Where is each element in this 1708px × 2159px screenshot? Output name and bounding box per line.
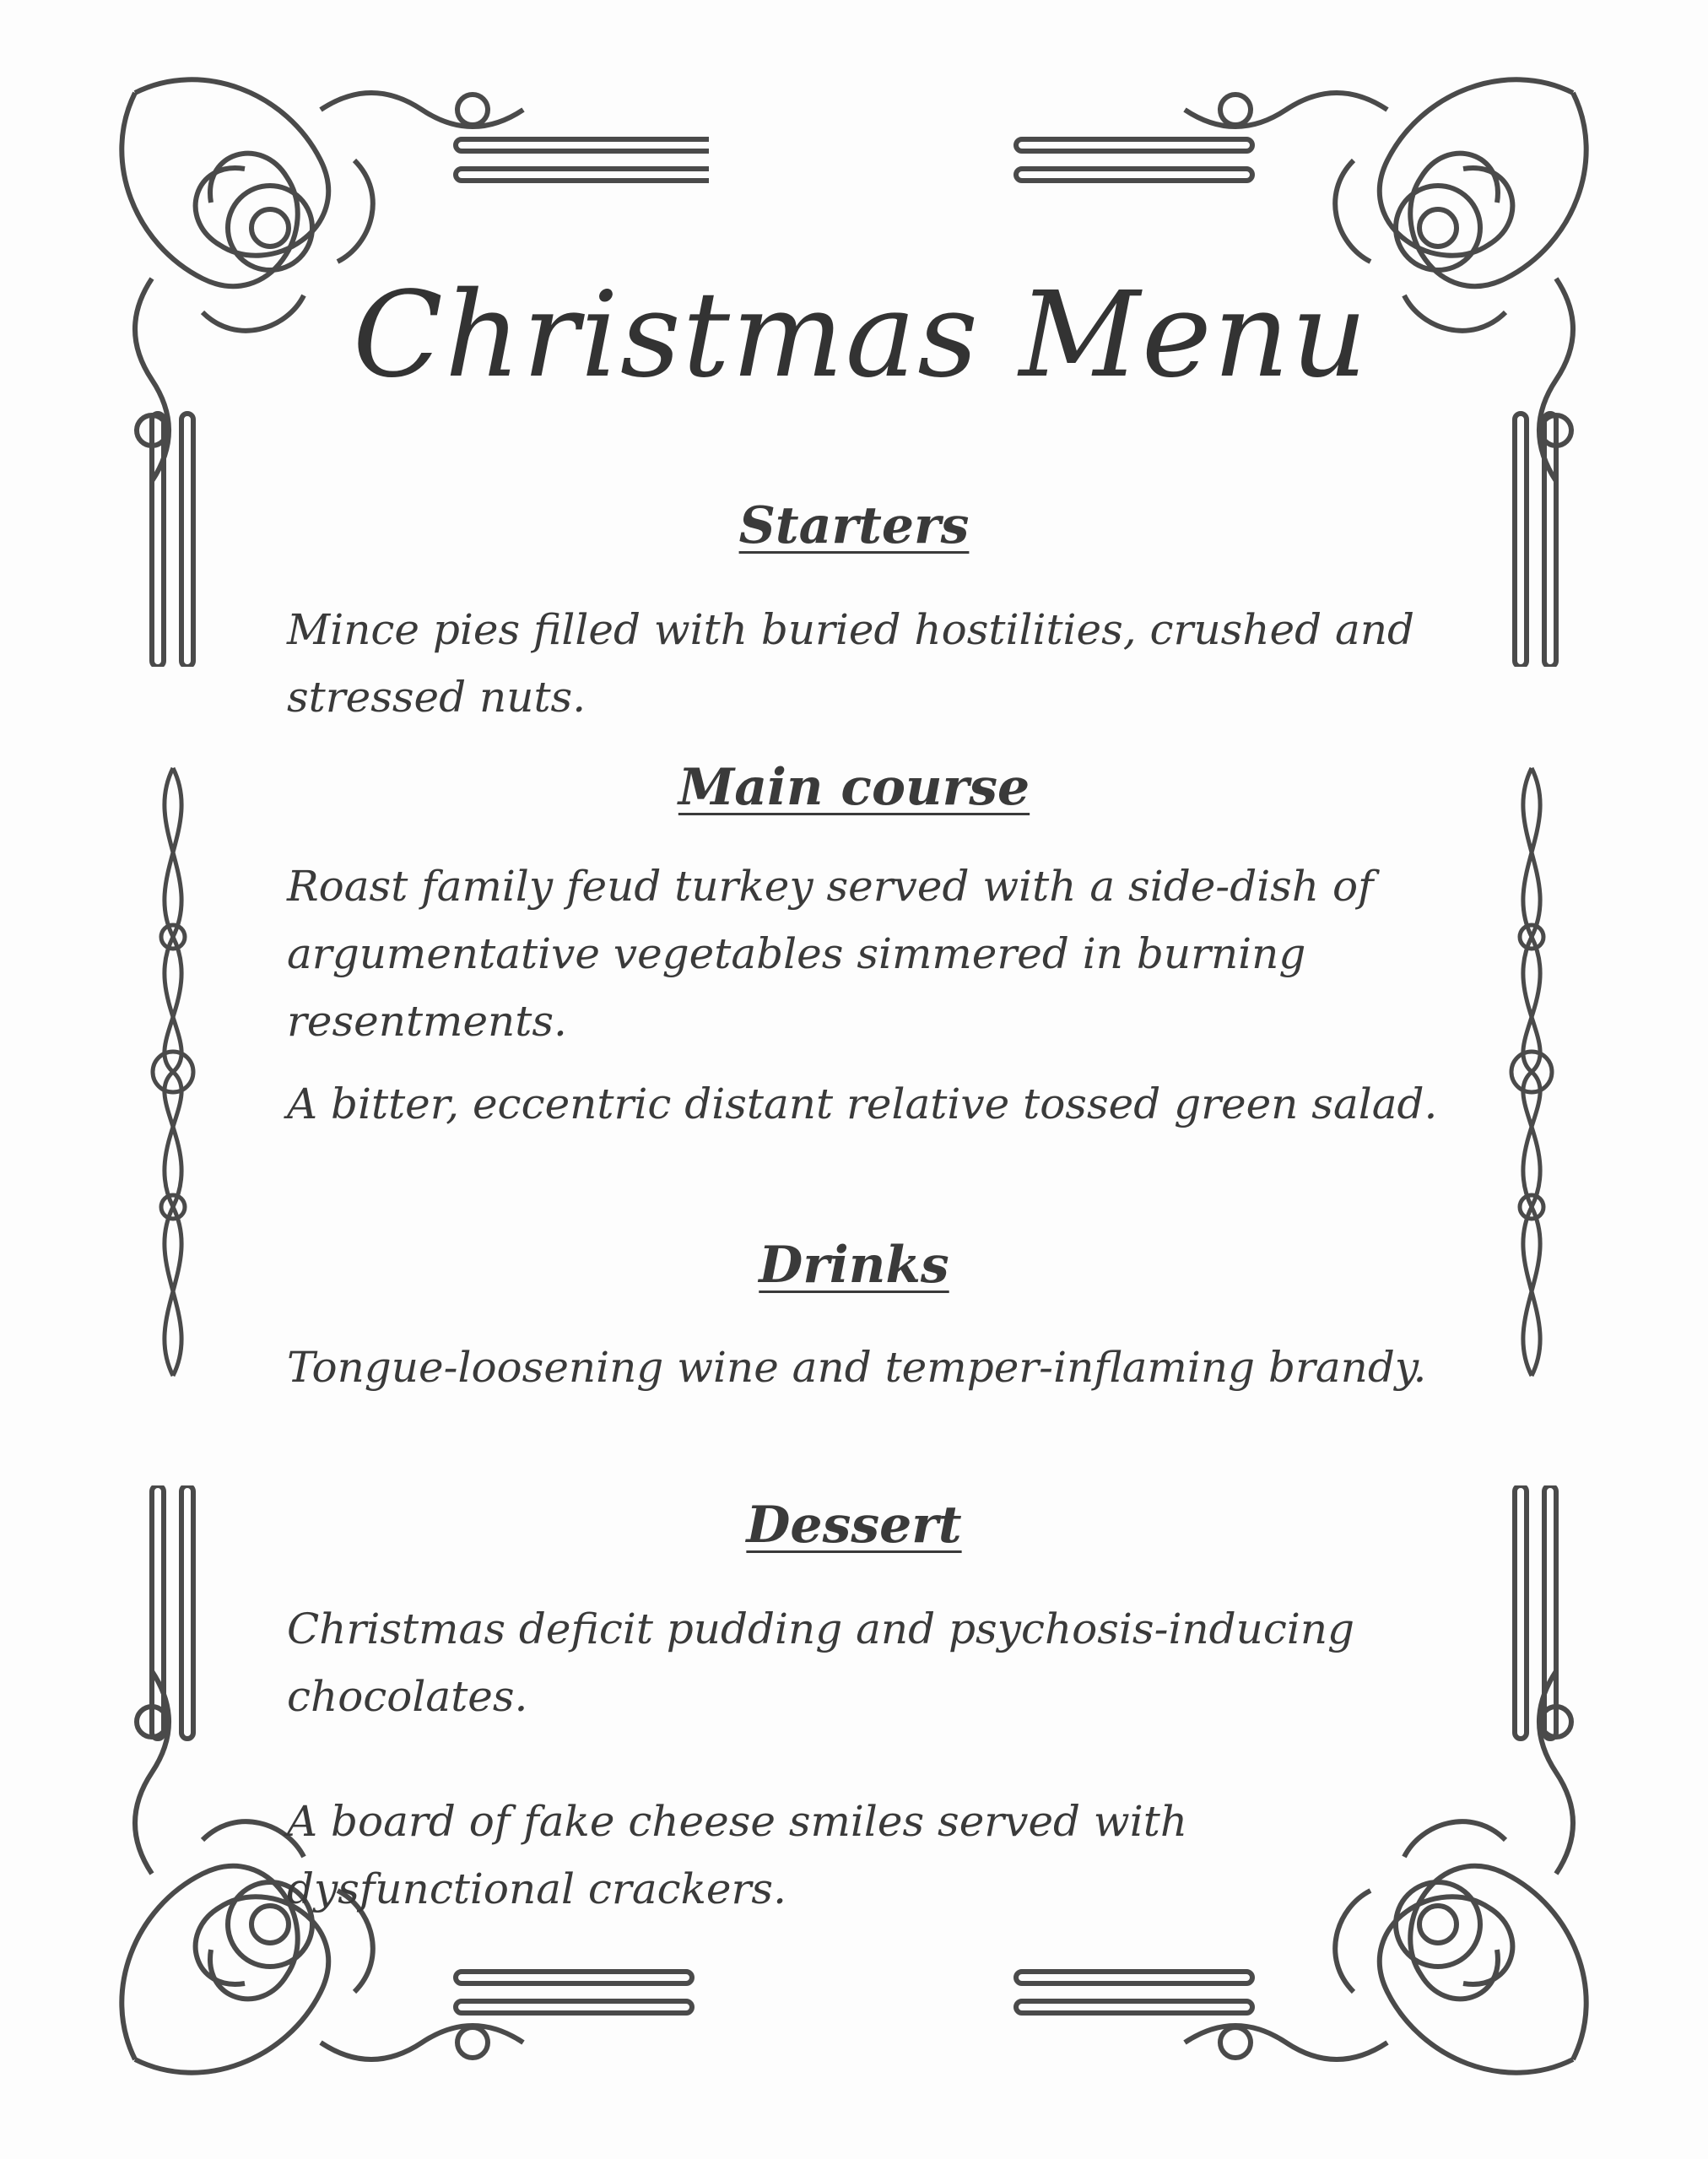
menu-item-dessert-2: A board of fake cheese smiles served with dysfunctional crackers. xyxy=(287,1797,1188,1913)
section-heading-drinks: Drinks xyxy=(759,1236,949,1295)
menu-item-drinks-1: Tongue-loosening wine and temper-inflaming brandy. xyxy=(287,1343,1427,1392)
menu-item-dessert-1: Christmas deficit pudding and psychosis-inducing chocolates. xyxy=(287,1604,1355,1721)
page-title: Christmas Menu xyxy=(352,267,1370,404)
section-heading-starters: Starters xyxy=(738,496,970,555)
menu-item-starters-1: Mince pies filled with buried hostilities, crushed and stressed nuts. xyxy=(287,605,1415,722)
section-heading-main-course: Main course xyxy=(678,758,1030,817)
section-heading-dessert: Dessert xyxy=(746,1496,962,1555)
menu-item-main-course-1: Roast family feud turkey served with a side-dish of argumentative vegetables simmered in burning resentments. xyxy=(287,862,1374,1046)
menu-item-main-course-2: A bitter, eccentric distant relative tossed green salad. xyxy=(287,1080,1438,1128)
